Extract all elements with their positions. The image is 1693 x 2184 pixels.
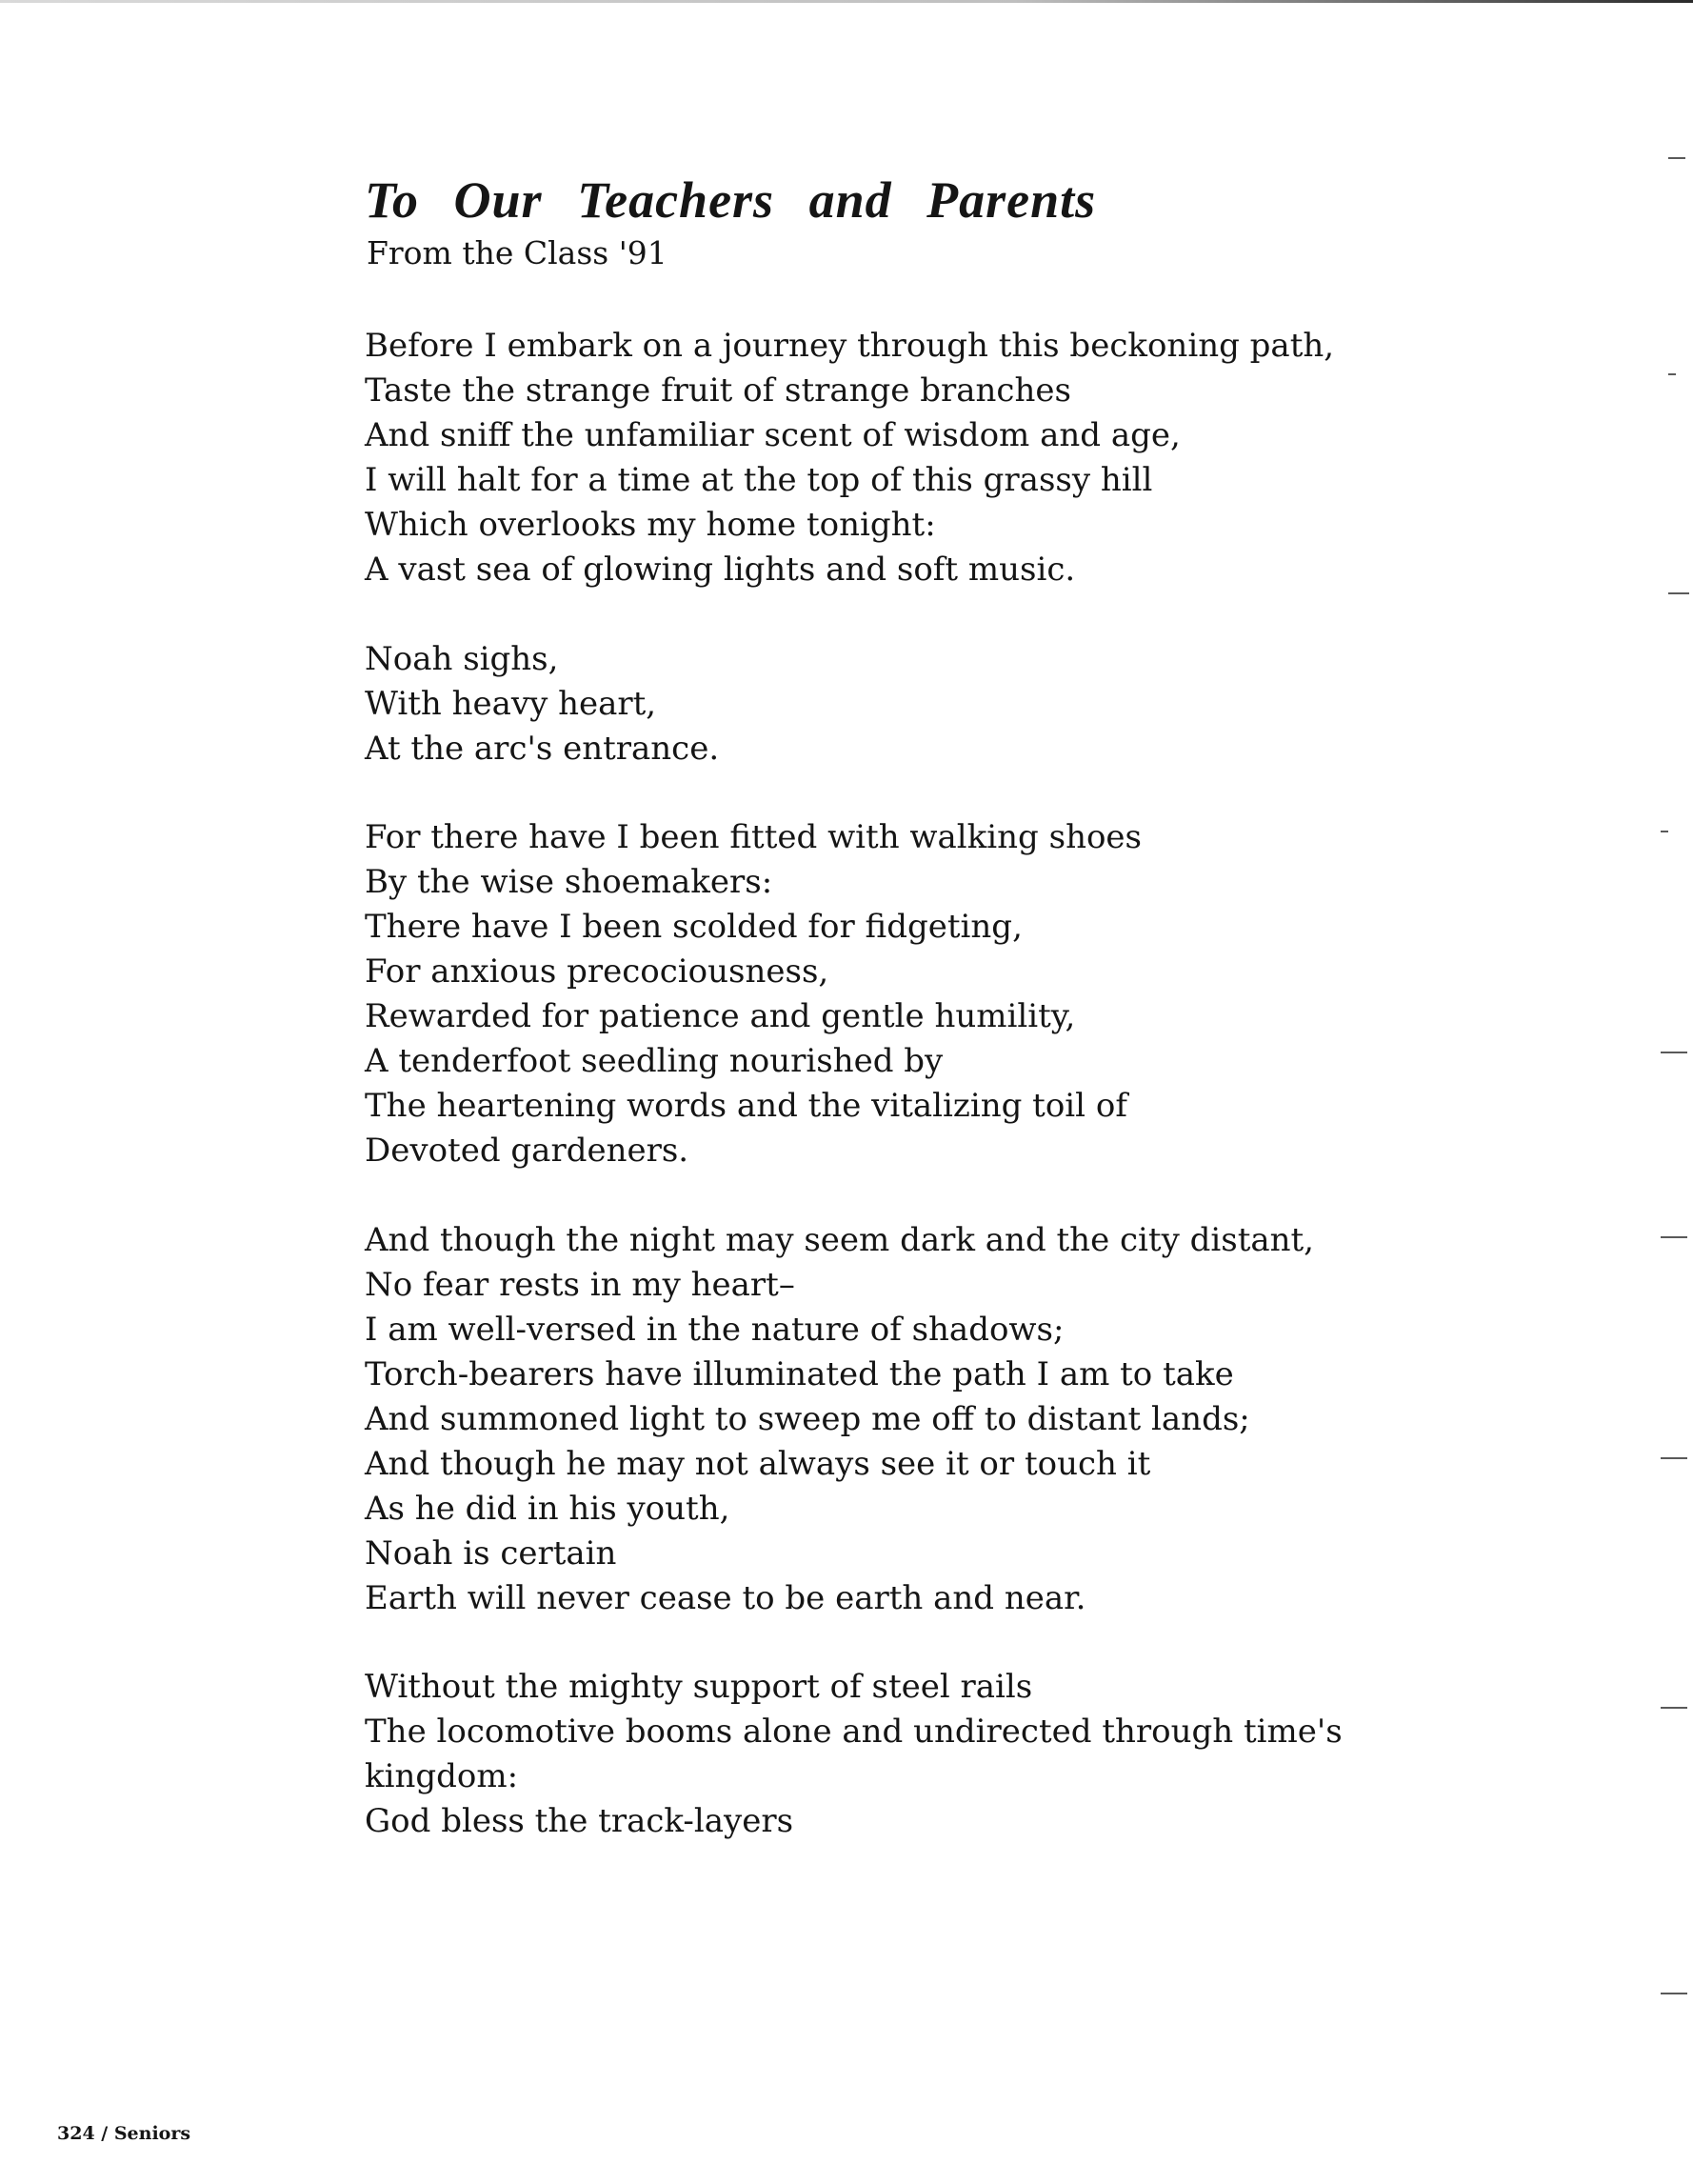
stanza-3 [365,815,1507,1173]
poem-line: A vast sea of glowing lights and soft music. [365,551,1076,589]
poem-line: Before I embark on a journey through this beckoning path, [365,327,1335,365]
poem-line: There have I been scolded for fidgeting, [365,908,1023,946]
poem-line: For there have I been fitted with walking shoes [365,818,1142,856]
poem-line: And sniff the unfamiliar scent of wisdom and age, [365,416,1181,454]
poem-line: No fear rests in my heart– [365,1265,795,1304]
poem-line: A tenderfoot seedling nourished by [365,1042,944,1080]
poem-line: And though he may not always see it or touch it [365,1444,1151,1483]
poem-line: Taste the strange fruit of strange branches [365,371,1071,410]
poem-line: And summoned light to sweep me off to distant lands; [365,1399,1250,1438]
poem-body [365,324,1507,1844]
poem-line: Rewarded for patience and gentle humility, [365,997,1076,1035]
poem-line: God bless the track-layers [365,1802,794,1840]
poem-line: Noah is certain [365,1533,617,1573]
margin-scan-mark [1661,1236,1687,1238]
poem-line: As he did in his youth, [365,1489,730,1528]
margin-scan-mark [1668,373,1676,375]
margin-scan-mark [1661,1707,1687,1709]
poem-line: I will halt for a time at the top of this grassy hill [365,461,1153,499]
poem-line: Without the mighty support of steel rails [365,1668,1033,1706]
page-footer: 324 / Seniors [57,2123,191,2144]
margin-scan-mark [1661,1457,1687,1459]
margin-scan-mark [1668,157,1685,159]
poem-line: The heartening words and the vitalizing toil of [365,1087,1127,1125]
poem-line: Which overlooks my home tonight: [365,506,936,544]
stanza-2 [365,637,1507,771]
poem-line: kingdom: [365,1757,519,1795]
margin-scan-mark [1661,831,1668,832]
margin-scan-mark [1661,1052,1687,1053]
poem-line: With heavy heart, [365,684,657,723]
poem-line: Devoted gardeners. [365,1132,689,1170]
poem-line: At the arc's entrance. [365,729,720,768]
top-scan-rule [0,0,1693,3]
poem-line: Torch-bearers have illuminated the path I am to take [365,1354,1234,1393]
poem-title: To Our Teachers and Parents [365,171,1097,229]
poem-line: Noah sighs, [365,639,559,678]
margin-scan-mark [1661,1993,1687,1994]
stanza-1 [365,324,1507,592]
stanza-5 [365,1665,1507,1844]
poem-page [365,170,1507,1889]
poem-line: And though the night may seem dark and the city distant, [365,1220,1314,1259]
poem-line: I am well-versed in the nature of shadows; [365,1310,1065,1349]
poem-subtitle: From the Class '91 [367,234,667,271]
margin-scan-mark [1668,592,1689,594]
poem-line: Earth will never cease to be earth and near. [365,1578,1086,1617]
poem-line: The locomotive booms alone and undirected through time's [365,1713,1343,1751]
stanza-4 [365,1218,1507,1621]
poem-line: By the wise shoemakers: [365,863,773,901]
poem-line: For anxious precociousness, [365,952,829,991]
